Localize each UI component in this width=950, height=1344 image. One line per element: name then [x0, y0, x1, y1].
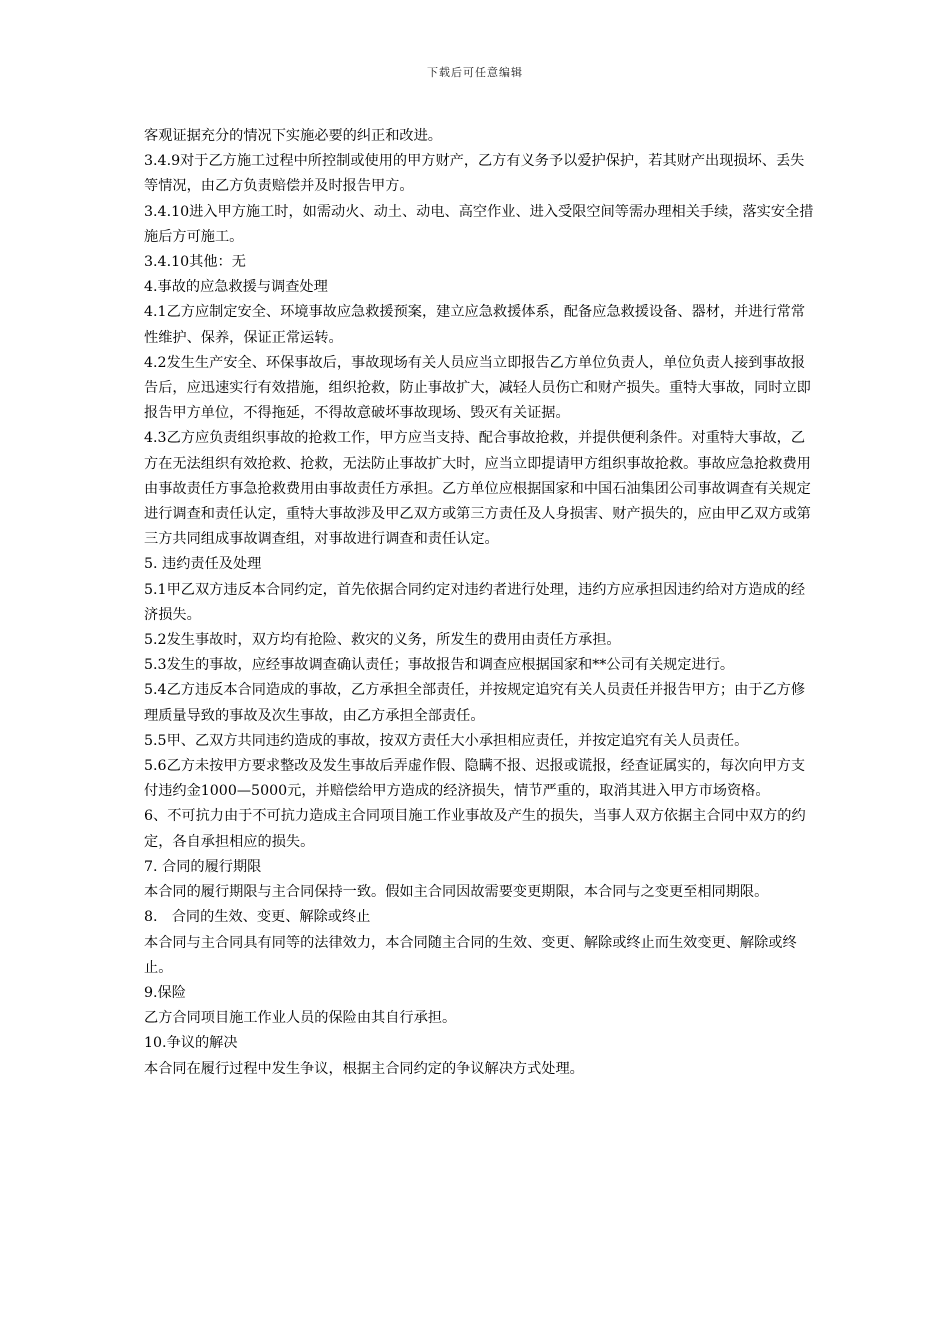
paragraph: 本合同在履行过程中发生争议，根据主合同约定的争议解决方式处理。 — [144, 1060, 584, 1077]
paragraph: 5.6乙方未按甲方要求整改及发生事故后弄虚作假、隐瞒不报、迟报或谎报，经查证属实的，每次向甲方支付违约金1000—5000元，并赔偿给甲方造成的经济损失，情节严重的，取消其进入甲方市场资格。 — [144, 758, 806, 800]
paragraph: 乙方合同项目施工作业人员的保险由其自行承担。 — [144, 1010, 457, 1027]
document-body — [144, 124, 814, 1082]
page-header: 下载后可任意编辑 — [427, 66, 523, 79]
paragraph: 3.4.10进入甲方施工时，如需动火、动土、动电、高空作业、进入受限空间等需办理相关手续，落实安全措施后方可施工。 — [144, 203, 814, 245]
paragraph: 3.4.9对于乙方施工过程中所控制或使用的甲方财产，乙方有义务予以爱护保护，若其财产出现损坏、丢失等情况，由乙方负责赔偿并及时报告甲方。 — [144, 153, 805, 195]
paragraph: 3.4.10其他：无 — [144, 254, 246, 271]
paragraph: 5.3发生的事故，应经事故调查确认责任；事故报告和调查应根据国家和**公司有关规定进行。 — [144, 657, 735, 674]
paragraph: 4.2发生生产安全、环保事故后，事故现场有关人员应当立即报告乙方单位负责人，单位负责人接到事故报告后，应迅速实行有效措施，组织抢救，防止事故扩大，减轻人员伤亡和财产损失。重特大事故，同时立即报告甲方单位，不得拖延，不得故意破坏事故现场、毁灭有关证据。 — [144, 354, 811, 422]
section-heading: 8. 合同的生效、变更、解除或终止 — [144, 909, 371, 926]
paragraph: 6、不可抗力由于不可抗力造成主合同项目施工作业事故及产生的损失，当事人双方依据主合同中双方的约定，各自承担相应的损失。 — [144, 808, 806, 850]
paragraph: 5.4乙方违反本合同造成的事故，乙方承担全部责任，并按规定追究有关人员责任并报告甲方；由于乙方修理质量导致的事故及次生事故，由乙方承担全部责任。 — [144, 682, 806, 724]
paragraph: 5.2发生事故时，双方均有抢险、救灾的义务，所发生的费用由责任方承担。 — [144, 632, 621, 649]
paragraph: 客观证据充分的情况下实施必要的纠正和改进。 — [144, 128, 442, 144]
paragraph: 本合同与主合同具有同等的法律效力，本合同随主合同的生效、变更、解除或终止而生效变更、解除或终止。 — [144, 934, 797, 976]
paragraph: 4.3乙方应负责组织事故的抢救工作，甲方应当支持、配合事故抢救，并提供便利条件。对重特大事故，乙方在无法组织有效抢救、抢救，无法防止事故扩大时，应当立即提请甲方组织事故抢救。事故应急抢救费用由事故责任方事急抢救费用由事故责任方承担。乙方单位应根据国家和中国石油集团公司事故调查有关规定进行调查和责任认定，重特大事故涉及甲乙双方或第三方责任及人身损害、财产损失的，应由甲乙双方或第三方共同组成事故调查组，对事故进行调查和责任认定。 — [144, 430, 811, 548]
section-heading: 7. 合同的履行期限 — [144, 858, 262, 875]
paragraph: 5.1甲乙双方违反本合同约定，首先依据合同约定对违约者进行处理，违约方应承担因违约给对方造成的经济损失。 — [144, 581, 806, 623]
paragraph: 4.1乙方应制定安全、环境事故应急救援预案，建立应急救援体系，配备应急救援设备、器材，并进行常常性维护、保养，保证正常运转。 — [144, 304, 806, 346]
section-heading: 10.争议的解决 — [144, 1035, 238, 1052]
section-heading: 4.事故的应急救援与调查处理 — [144, 279, 328, 296]
section-heading: 5. 违约责任及处理 — [144, 556, 262, 573]
paragraph: 5.5甲、乙双方共同违约造成的事故，按双方责任大小承担相应责任，并按定追究有关人员责任。 — [144, 732, 749, 749]
section-heading: 9.保险 — [144, 984, 186, 1001]
paragraph: 本合同的履行期限与主合同保持一致。假如主合同因故需要变更期限，本合同与之变更至相同期限。 — [144, 884, 769, 901]
